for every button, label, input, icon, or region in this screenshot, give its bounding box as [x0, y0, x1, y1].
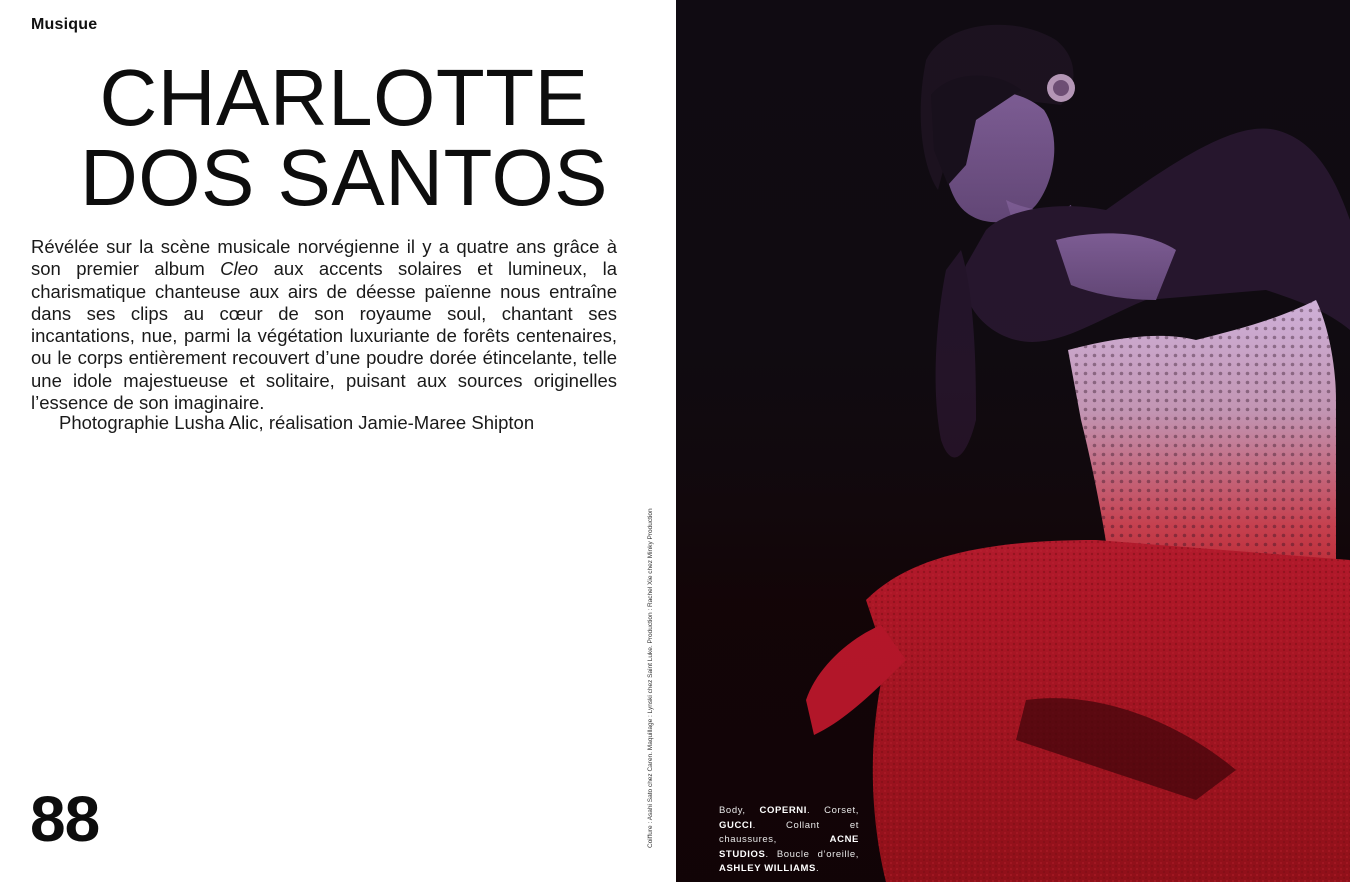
- side-credits: Coiffure : Asahi Sato chez Caren. Maquillage : Lynski chez Saint Luke. Production : Rachel Xie chez Minky Production: [647, 508, 654, 848]
- page-number: 88: [30, 783, 100, 855]
- right-page: [676, 0, 1350, 882]
- caption-text: . Boucle d’oreille,: [765, 848, 859, 860]
- caption-text: . Corset,: [807, 805, 859, 816]
- caption-text: .: [815, 863, 820, 874]
- article-lede: [31, 236, 617, 414]
- caption-text: Body,: [719, 805, 760, 816]
- photo-credits: Photographie Lusha Alic, réalisation Jamie-Maree Shipton: [59, 412, 535, 433]
- caption-brand: ACNE STUDIOS: [719, 834, 859, 860]
- caption-text: . Collant et chaussures,: [719, 819, 859, 845]
- section-label: Musique: [31, 16, 98, 33]
- caption-brand: ASHLEY WILLIAMS: [719, 863, 816, 874]
- album-title: Cleo: [220, 258, 259, 280]
- caption-brand: COPERNI: [759, 805, 807, 816]
- lede-text-end: aux accents solaires et lumineux, la charismatique chanteuse aux airs de déesse païenne nous entraîne dans ses clips au cœur de son royaume soul, chantant ses incantations, nue, parmi la végétation luxuriante de forêts centenaires, ou le corps entièrement recouvert d’une poudre dorée étincelante, telle une idole majestueuse et solitaire, puisant aux sources originelles l’essence de son imaginaire.: [31, 258, 617, 414]
- caption-brand: GUCCI: [719, 819, 753, 831]
- headline-line-2: DOS SANTOS: [79, 133, 609, 222]
- lede-text-start: Révélée sur la scène musicale norvégienne il y a quatre ans grâce à son premier album: [31, 236, 617, 280]
- portrait-photo: [676, 0, 1350, 882]
- headline-line-1: CHARLOTTE: [99, 53, 589, 142]
- article-headline: [34, 53, 654, 222]
- clothing-caption: [719, 804, 859, 877]
